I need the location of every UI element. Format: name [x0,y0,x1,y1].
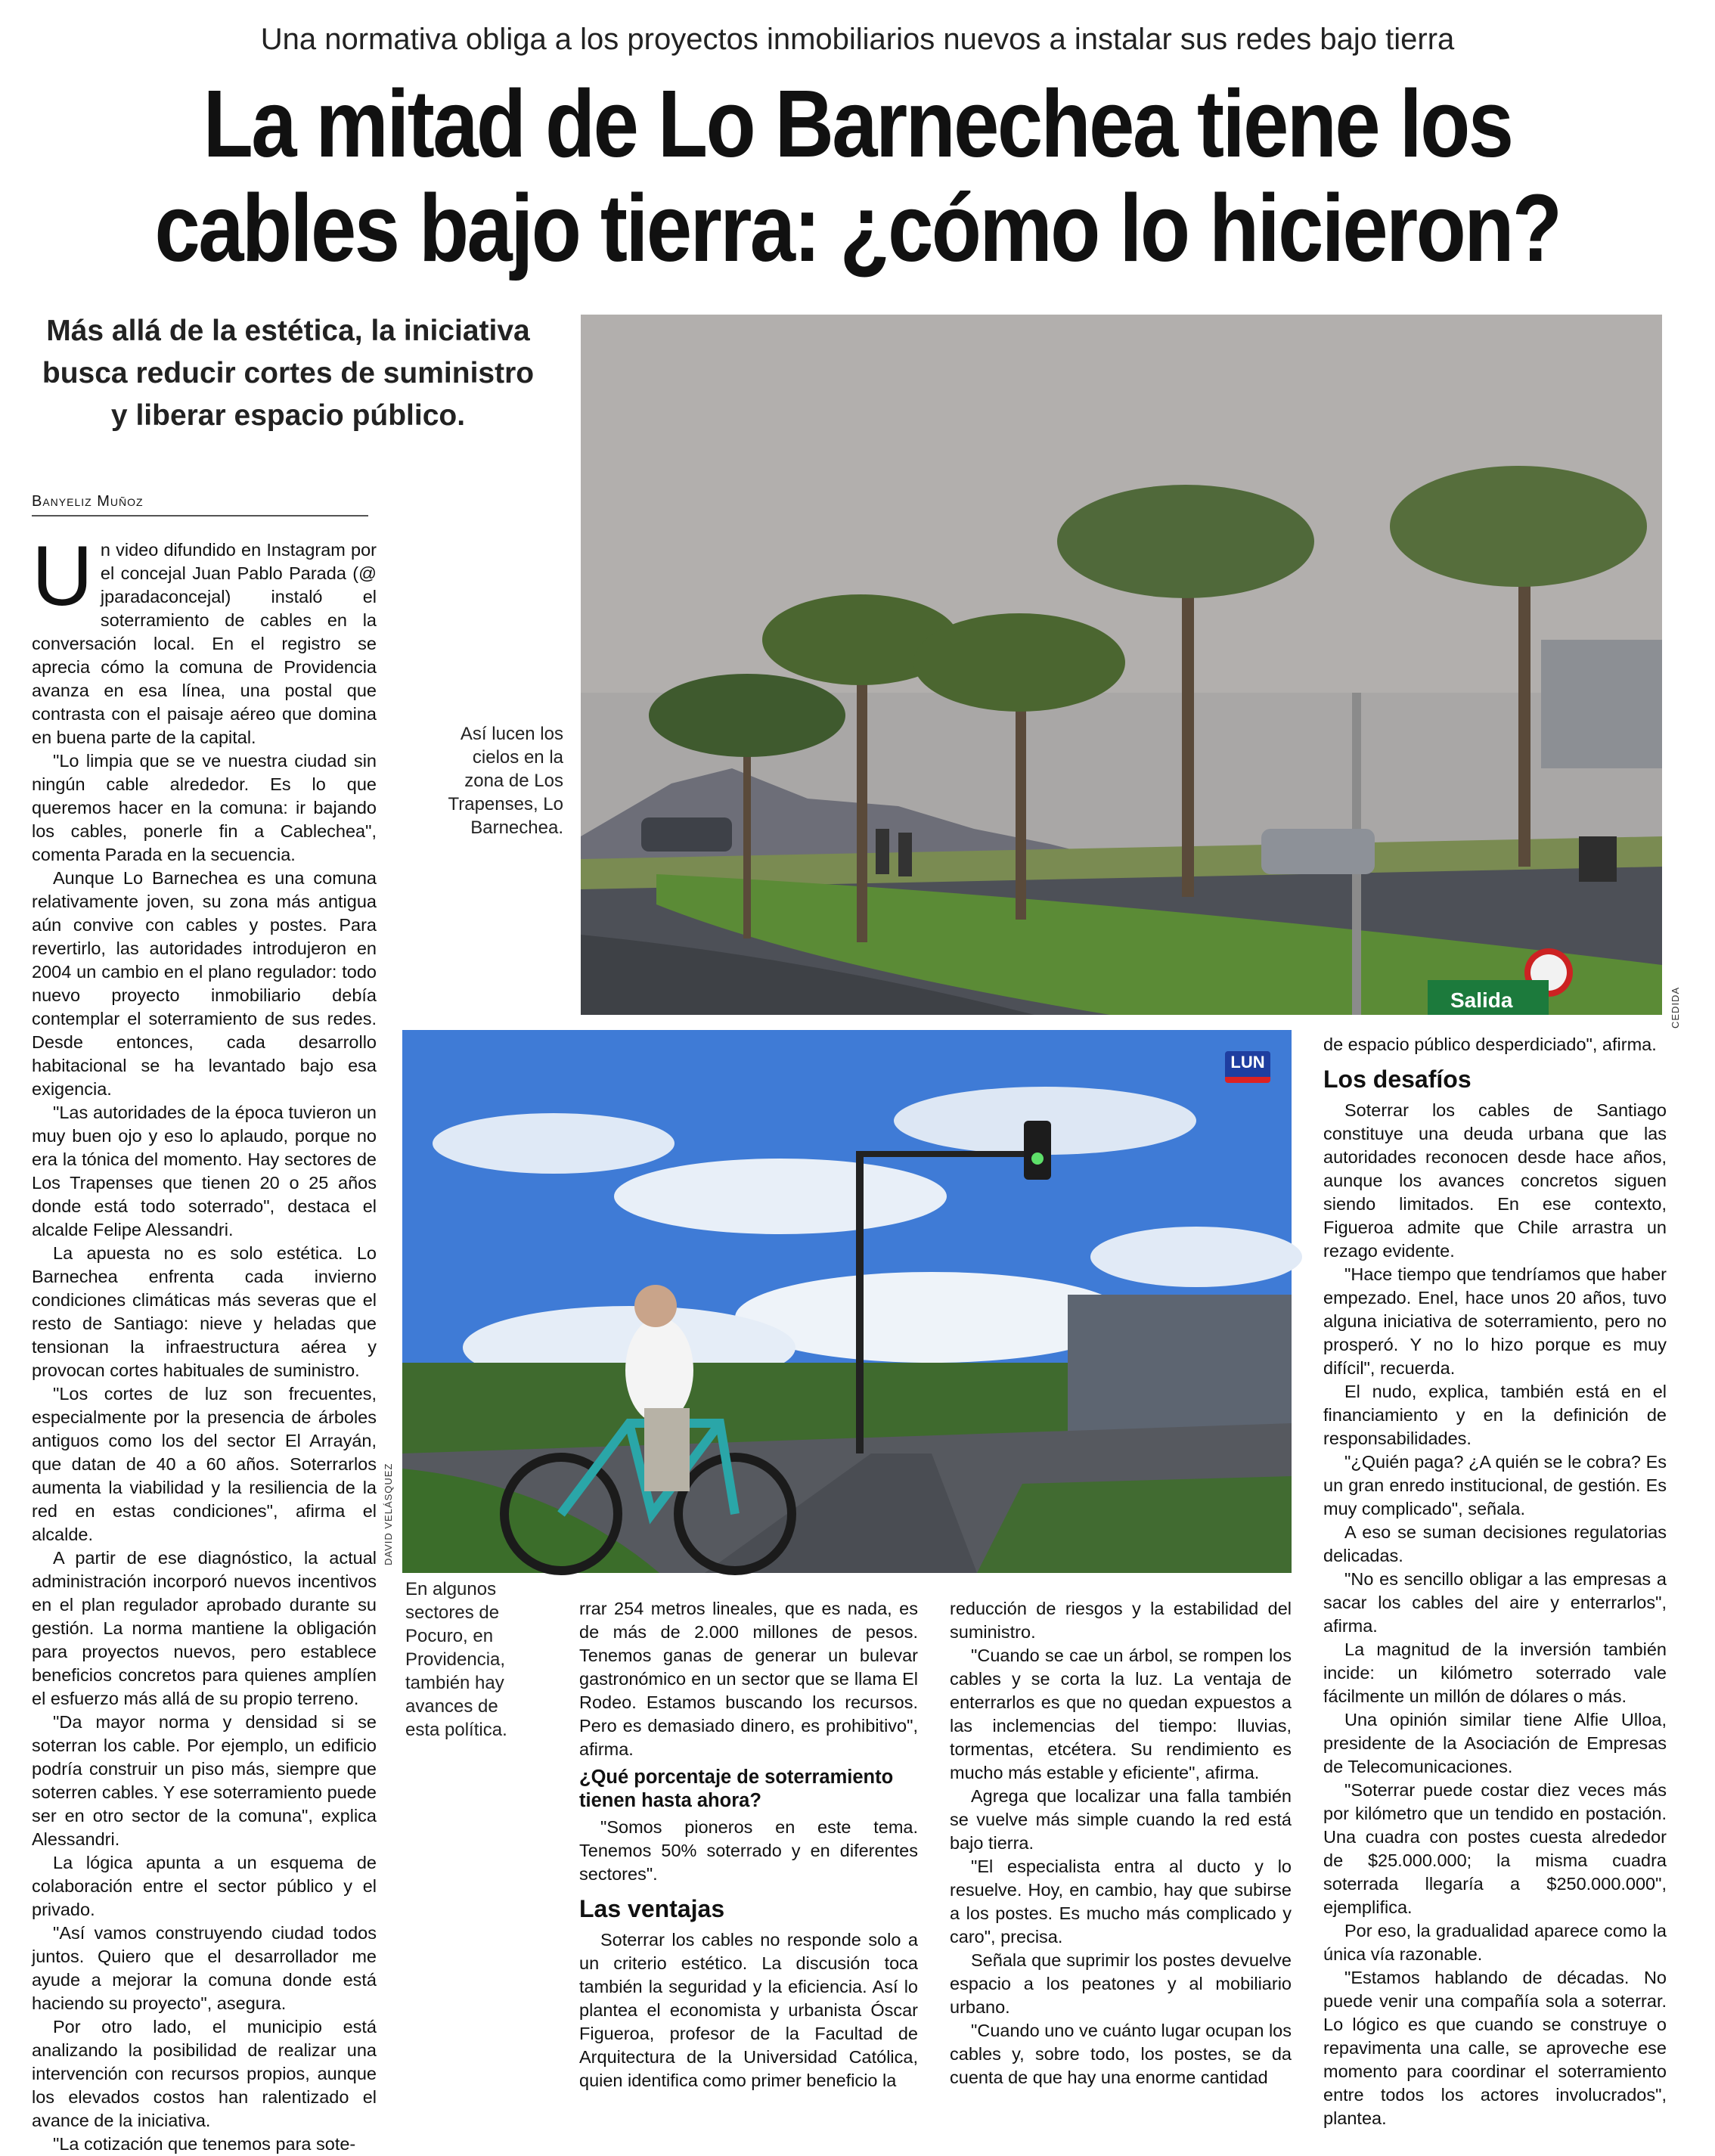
byline: Banyeliz Muñoz [32,493,368,517]
paragraph: "Soterrar puede costar diez veces más por kilómetro que un tendido en postación. Una cuadra con postes cuesta alrededor de $25.000.000; la misma cuadra soterrada llegaría a $250.000.000", ejemplifica. [1323,1780,1667,1917]
paragraph: "El especialista entra al ducto y lo resuelve. Hoy, en cambio, hay que subirse a los postes. Es mucho más complicado y caro", precisa. [950,1857,1292,1947]
paragraph: A eso se suman decisiones regulatorias delicadas. [1323,1522,1667,1565]
deck-line-1: Más allá de la estética, la iniciativa [46,315,530,347]
paragraph: reducción de riesgos y la estabilidad del suministro. [950,1599,1292,1642]
kicker: Una normativa obliga a los proyectos inmobiliarios nuevos a instalar sus redes bajo tierra [260,23,1455,56]
paragraph: La apuesta no es solo estética. Lo Barnechea enfrenta cada invierno condiciones climáticas más severas que el resto de Santiago: nieve y heladas que tensionan la infraestructura aérea y provocan cortes habituales de suministro. [32,1243,377,1380]
photo-palms-credit: CEDIDA [1670,986,1681,1028]
paragraph: "No es sencillo obligar a las empresas a sacar los cables del aire y enterrarlos", afirma. [1323,1569,1667,1636]
paragraph: "Somos pioneros en este tema. Tenemos 50% soterrado y en diferentes sectores". [579,1817,918,1884]
question-heading: ¿Qué porcentaje de soterramiento tienen hasta ahora? [579,1767,894,1811]
photo-cyclist-credit: DAVID VELÁSQUEZ [383,1463,394,1565]
paragraph: "Lo limpia que se ve nuestra ciudad sin ningún cable alrededor. Es lo que queremos hacer en la comuna: ir bajando los cables, ponerle fin a Cablechea", comenta Parada en la secuencia. [32,751,377,864]
paragraph: de espacio público desperdiciado", afirma. [1323,1035,1657,1054]
paragraph: La lógica apunta a un esquema de colaboración entre el sector público y el privado. [32,1853,377,1919]
paragraph: "Hace tiempo que tendríamos que haber empezado. Enel, hace unos 20 años, tuvo alguna iniciativa de soterramiento, pero no prosperó. Y no lo hizo porque es muy difícil", recuerda. [1323,1264,1667,1378]
paragraph [32,529,377,749]
deck-line-2: busca reducir cortes de suministro [42,357,535,389]
paragraph: Aunque Lo Barnechea es una comuna relativamente joven, su zona más antigua aún convive con cables y postes. Para revertirlo, las autoridades introdujeron en 2004 un cambio en el plano regulador: todo nuevo proyecto inmobiliario debía contemplar el soterramiento de sus redes. Desde entonces, cada desarrollo habitacional se ha levantado bajo esa exigencia. [32,868,377,1099]
column-2 [579,1597,918,2092]
paragraph: rrar 254 metros lineales, que es nada, es de más de 2.000 millones de pesos. Tenemos ganas de generar un bulevar gastronómico en un sector que se llama El Rodeo. Estamos buscando los recursos. Pero es demasiado dinero, es prohibitivo", afirma. [579,1599,918,1759]
paragraph: "La cotización que tenemos para sote- [53,2134,356,2154]
paragraph: Señala que suprimir los postes devuelve espacio a los peatones y al mobiliario urbano. [950,1950,1292,2017]
column-4 [1323,1033,1667,2130]
photo-cyclist [402,1030,1292,1573]
headline [146,72,1569,281]
sign-salida-text: Salida [1450,988,1513,1012]
paragraph: "¿Quién paga? ¿A quién se le cobra? Es un gran enredo institucional, de gestión. Es muy complicado", señala. [1323,1452,1667,1519]
column-1 [32,529,377,2156]
column-3 [950,1597,1292,2089]
deck-line-3: y liberar espacio público. [110,399,466,432]
paragraph: "Los cortes de luz son frecuentes, especialmente por la presencia de árboles antiguos como los del sector El Arrayán, que datan de 40 a 60 años. Soterrarlos aumenta la viabilidad y la resiliencia de la red en estas condiciones", afirma el alcalde. [32,1384,377,1544]
paragraph: "Estamos hablando de décadas. No puede venir una compañía sola a soterrar. Lo lógico es que cuando se construye o repavimenta una calle, se aproveche ese momento para coordinar el soterramiento entre todos los actores involucrados", plantea. [1323,1968,1667,2128]
deck [27,310,549,437]
lun-badge: LUN [1225,1051,1270,1083]
paragraph: Una opinión similar tiene Alfie Ulloa, presidente de la Asociación de Empresas de Telecomunicaciones. [1323,1710,1667,1776]
paragraph: La magnitud de la inversión también incide: un kilómetro soterrado vale fácilmente un millón de dólares o más. [1323,1639,1667,1706]
headline-line-1: La mitad de Lo Barnechea tiene los [203,70,1512,177]
paragraph: "Da mayor norma y densidad si se soterran los cable. Por ejemplo, un edificio podría construir un piso más, siempre que soterren cables. Y ese soterramiento puede ser en otro sector de la comuna", explica Alessandri. [32,1712,377,1849]
paragraph: "Las autoridades de la época tuvieron un muy buen ojo y eso lo aplaudo, porque no era la tónica del momento. Hay sectores de Los Trapenses que tienen 20 o 25 años donde está todo soterrado", destaca el alcalde Felipe Alessandri. [32,1103,377,1239]
paragraph: "Así vamos construyendo ciudad todos juntos. Quiero que el desarrollador me ayude a mejorar la comuna donde está haciendo su proyecto", asegura. [32,1923,377,2013]
headline-line-2: cables bajo tierra: ¿cómo lo hicieron? [154,175,1561,281]
paragraph: El nudo, explica, también está en el financiamiento y en la definición de responsabilidades. [1323,1382,1667,1448]
paragraph: "Cuando uno ve cuánto lugar ocupan los cables y, sobre todo, los postes, se da cuenta de que hay una enorme cantidad [950,2021,1292,2087]
paragraph: Soterrar los cables de Santiago constituye una deuda urbana que las autoridades reconocen desde hace años, aunque los avances concretos siguen siendo limitados. En ese contexto, Figueroa admite que Chile arrastra un rezago evidente. [1323,1100,1667,1261]
paragraph: Por eso, la gradualidad aparece como la única vía razonable. [1323,1921,1667,1964]
paragraph: Soterrar los cables no responde solo a un criterio estético. La discusión toca también la seguridad y la eficiencia. Así lo plantea el economista y urbanista Óscar Figueroa, profesor de la Facultad de Arquitectura de la Universidad Católica, quien identifica como primer beneficio la [579,1930,918,2090]
section-heading-ventajas: Las ventajas [579,1895,725,1922]
paragraph: "Cuando se cae un árbol, se rompen los cables y se corta la luz. La ventaja de enterrarlos es que no quedan expuestos a las inclemencias del tiempo: lluvias, tormentas, etcétera. Su rendimiento es mucho más estable y eficiente", afirma. [950,1646,1292,1782]
photo-cyclist-caption: En algunos sectores de Pocuro, en Providencia, también hay avances de esta política. [405,1579,507,1740]
photo-palms-caption: Así lucen los cielos en la zona de Los Trapenses, Lo Barnechea. [448,724,563,838]
paragraph: Agrega que localizar una falla también se vuelve más simple cuando la red está bajo tierra. [950,1786,1292,1853]
paragraph-text: n video difundido en Instagram por el concejal Juan Pablo Parada (@ jparadaconcejal) instaló el soterramiento de cables en la conversación local. En el registro se aprecia cómo la comuna de Providencia avanza en esa línea, una postal que contrasta con el paisaje aéreo que domina en buena parte de la capital. [32,540,377,747]
paragraph: A partir de ese diagnóstico, la actual administración incorporó nuevos incentivos en el plan regulador aprobado durante su gestión. La norma mantiene la obligación para proyectos nuevos, pero establece beneficios concretos para quienes amplíen el esfuerzo más allá de su propio terreno. [32,1548,377,1708]
paragraph: Por otro lado, el municipio está analizando la posibilidad de realizar una intervención con recursos propios, aunque los elevados costos han ralentizado el avance de la iniciativa. [32,2017,377,2130]
drop-cap: U [32,529,93,623]
photo-palms [581,315,1662,1015]
section-heading-desafios: Los desafíos [1323,1066,1472,1093]
